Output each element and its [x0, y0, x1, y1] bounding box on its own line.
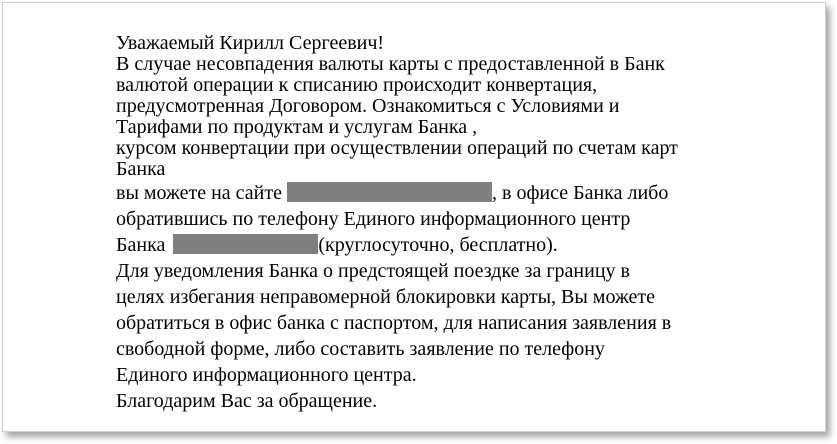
greeting: Уважаемый Кирилл Сергеевич!	[116, 32, 385, 54]
bank-prefix: Банка	[116, 234, 166, 256]
paragraph-line: целях избегания неправомерной блокировки карты, Вы можете	[116, 286, 655, 308]
site-suffix: , в офисе Банка либо	[492, 182, 669, 204]
redacted-phone	[173, 234, 318, 254]
paragraph-line: предусмотренная Договором. Ознакомиться с Условиями и	[116, 95, 620, 117]
bank-suffix: (круглосуточно, бесплатно).	[318, 234, 558, 256]
site-prefix: вы можете на сайте	[116, 182, 282, 204]
paragraph-line: валютой операции к списанию происходит конвертация,	[116, 74, 598, 96]
paragraph-line: свободной форме, либо составить заявление по телефону	[116, 338, 605, 360]
paragraph-line: Для уведомления Банка о предстоящей поездке за границу в	[116, 260, 630, 282]
phone-line: обратившись по телефону Единого информационного центр	[116, 208, 631, 230]
closing: Благодарим Вас за обращение.	[116, 390, 378, 412]
site-line	[116, 180, 756, 206]
bank-phone-line	[116, 232, 756, 258]
redacted-website	[287, 182, 492, 202]
paragraph-line: обратиться в офис банка с паспортом, для написания заявления в	[116, 312, 672, 334]
paragraph-line: В случае несовпадения валюты карты с предоставленной в Банк	[116, 53, 665, 75]
document-frame	[2, 2, 826, 432]
paragraph-line: Тарифами по продуктам и услугам Банка ,	[116, 116, 478, 138]
paragraph-line: Единого информационного центра.	[116, 364, 417, 386]
paragraph-line: Банка	[116, 158, 166, 180]
paragraph-line: курсом конвертации при осуществлении операций по счетам карт	[116, 137, 678, 159]
letter-body	[116, 33, 756, 414]
